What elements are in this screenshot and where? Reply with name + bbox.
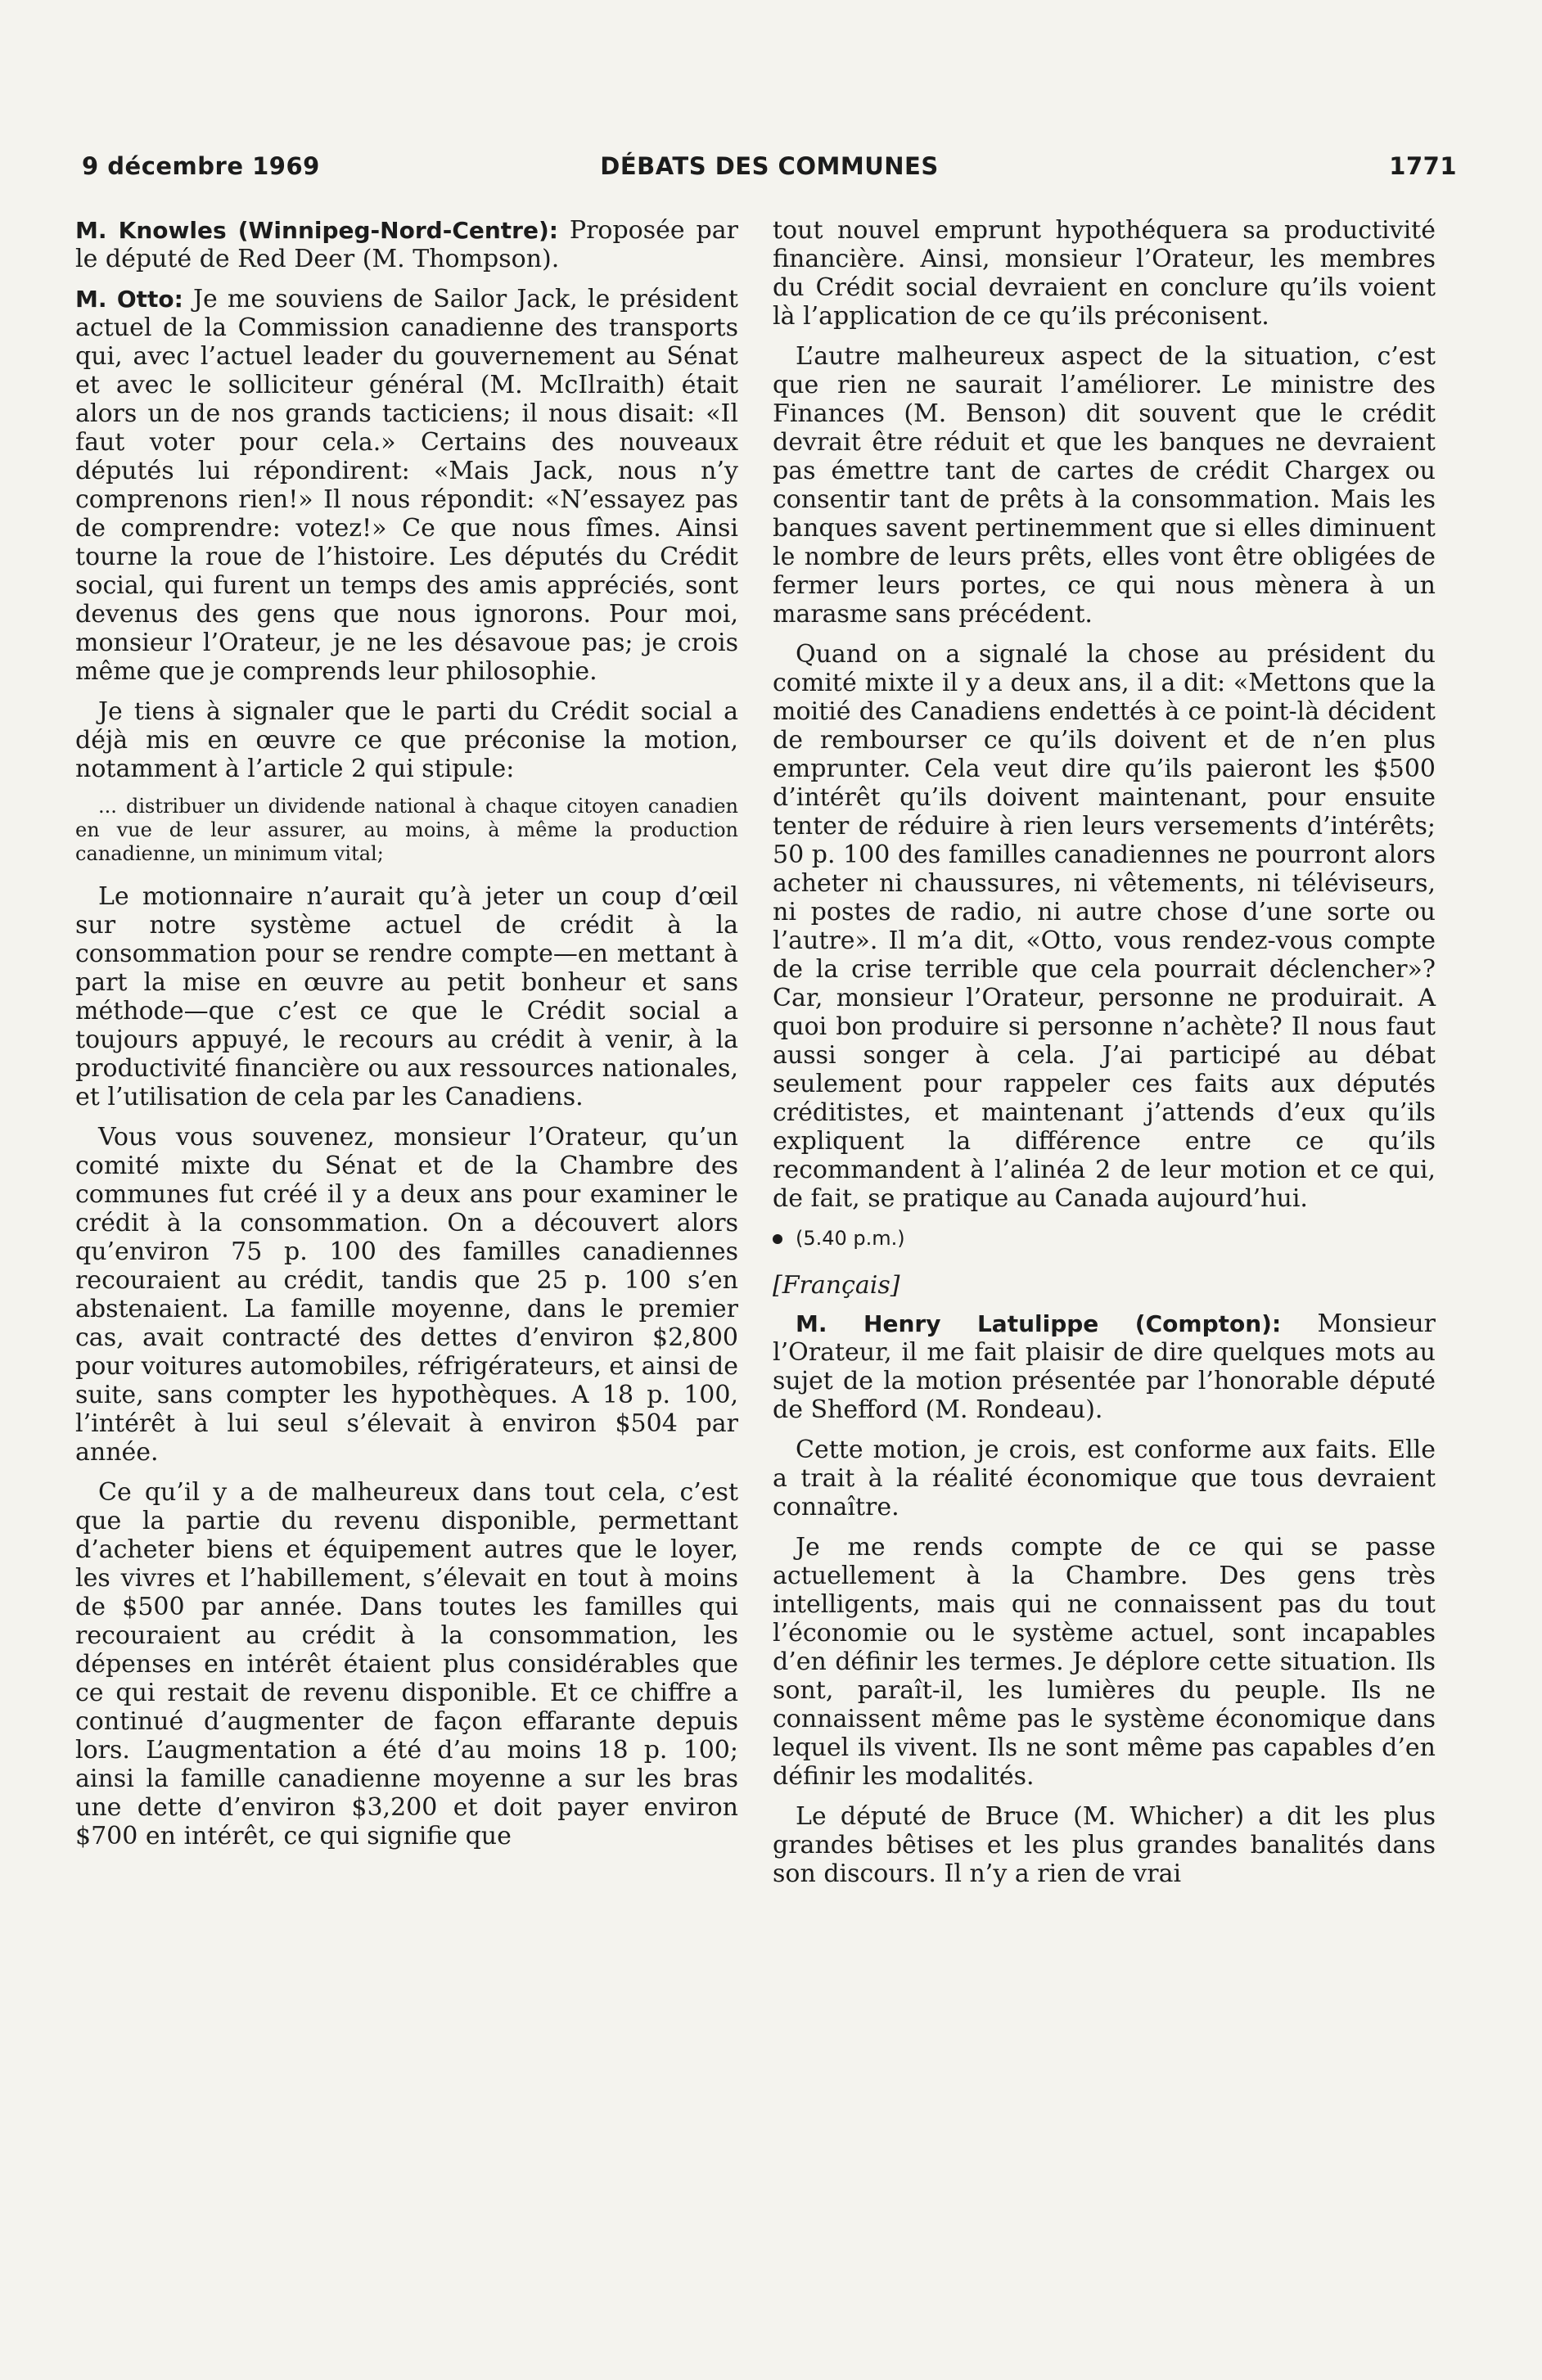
timestamp bbox=[773, 1224, 1436, 1253]
paragraph: Ce qu’il y a de malheureux dans tout cela, c’est que la partie du revenu disponible, permettant d’acheter biens et équipement autres que le loyer, les vivres et l’habillement, s’élevait en tout à moins de $500 par année. Dans toutes les familles qui recouraient au crédit à la consommation, les dépenses en intérêt étaient plus considérables que ce qui restait de revenu disponible. Et ce chiffre a continué d’augmenter de façon effarante depuis lors. L’augmentation a été d’au moins 18 p. 100; ainsi la famille canadienne moyenne a sur les bras une dette d’environ $3,200 et doit payer environ $700 en intérêt, ce qui signifie que bbox=[75, 1478, 738, 1850]
paragraph: Je tiens à signaler que le parti du Crédit social a déjà mis en œuvre ce que préconise la motion, notamment à l’article 2 qui stipule: bbox=[75, 697, 738, 783]
speaker-name: M. Knowles (Winnipeg-Nord-Centre): bbox=[75, 217, 558, 244]
paragraph: tout nouvel emprunt hypothéquera sa productivité financière. Ainsi, monsieur l’Orateur, les membres du Crédit social devraient en conclure qu’ils voient là l’application de ce qu’ils préconisent. bbox=[773, 216, 1436, 331]
paragraph-text: Monsieur l’Orateur, il me fait plaisir de dire quelques mots au sujet de la motion présentée par l’honorable député de Shefford (M. Rondeau). bbox=[773, 1309, 1436, 1424]
speaker-name: M. Otto: bbox=[75, 286, 183, 313]
paragraph: L’autre malheureux aspect de la situation, c’est que rien ne saurait l’améliorer. Le ministre des Finances (M. Benson) dit souvent que le crédit devrait être réduit et que les banques ne devraient pas émettre tant de cartes de crédit Chargex ou consentir tant de prêts à la consommation. Mais les banques savent pertinemment que si elles diminuent le nombre de leurs prêts, elles vont être obligées de fermer leurs portes, ce qui nous mènera à un marasme sans précédent. bbox=[773, 342, 1436, 629]
page-number: 1771 bbox=[1389, 152, 1457, 180]
page-header bbox=[82, 152, 1457, 185]
paragraph bbox=[75, 285, 738, 686]
paragraph bbox=[75, 216, 738, 273]
right-column bbox=[773, 216, 1436, 1900]
header-date: 9 décembre 1969 bbox=[82, 152, 320, 180]
block-quote: ... distribuer un dividende national à chaque citoyen canadien en vue de leur assurer, au moins, à même la production canadienne, un minimum vital; bbox=[75, 795, 738, 865]
language-marker: [Français] bbox=[773, 1271, 900, 1300]
left-column bbox=[75, 216, 738, 1862]
paragraph: Quand on a signalé la chose au président du comité mixte il y a deux ans, il a dit: «Mettons que la moitié des Canadiens endettés à ce point-là décident de rembourser ce qu’ils doivent et de n’en plus emprunter. Cela veut dire qu’ils paieront les $500 d’intérêt qu’ils doivent maintenant, pour ensuite tenter de réduire à rien leurs versements d’intérêts; 50 p. 100 des familles canadiennes ne pourront alors acheter ni chaussures, ni vêtements, ni téléviseurs, ni postes de radio, ni autre chose d’une sorte ou l’autre». Il m’a dit, «Otto, vous rendez-vous compte de la crise terrible que cela pourrait déclencher»? Car, monsieur l’Orateur, personne ne produirait. A quoi bon produire si personne n’achète? Il nous faut aussi songer à cela. J’ai participé au débat seulement pour rappeler ces faits aux députés créditistes, et maintenant j’attends d’eux qu’ils expliquent la différence entre ce qu’ils recommandent à l’alinéa 2 de leur motion et ce qui, de fait, se pratique au Canada aujourd’hui. bbox=[773, 640, 1436, 1213]
paragraph-text: Je me souviens de Sailor Jack, le président actuel de la Commission canadienne des transports qui, avec l’actuel leader du gouvernement au Sénat et avec le solliciteur général (M. McIlraith) était alors un de nos grands tacticiens; il nous disait: «Il faut voter pour cela.» Certains des nouveaux députés lui répondirent: «Mais Jack, nous n’y comprenons rien!» Il nous répondit: «N’essayez pas de comprendre: votez!» Ce que nous fîmes. Ainsi tourne la roue de l’histoire. Les députés du Crédit social, qui furent un temps des amis appréciés, sont devenus des gens que nous ignorons. Pour moi, monsieur l’Orateur, je ne les désavoue pas; je crois même que je comprends leur philosophie. bbox=[75, 285, 738, 686]
paragraph: Je me rends compte de ce qui se passe actuellement à la Chambre. Des gens très intelligents, mais qui ne connaissent pas du tout l’économie ou le système actuel, sont incapables d’en définir les termes. Je déplore cette situation. Ils sont, paraît-il, les lumières du peuple. Ils ne connaissent même pas le système économique dans lequel ils vivent. Ils ne sont même pas capables d’en définir les modalités. bbox=[773, 1533, 1436, 1791]
paragraph: Le député de Bruce (M. Whicher) a dit les plus grandes bêtises et les plus grandes banalités dans son discours. Il n’y a rien de vrai bbox=[773, 1802, 1436, 1888]
header-title: DÉBATS DES COMMUNES bbox=[600, 152, 939, 180]
bullet-icon bbox=[773, 1234, 782, 1244]
paragraph bbox=[773, 1309, 1436, 1424]
paragraph-text: Proposée par le député de Red Deer (M. Thompson). bbox=[75, 216, 738, 273]
timestamp-text: (5.40 p.m.) bbox=[796, 1227, 905, 1250]
paragraph: Vous vous souvenez, monsieur l’Orateur, qu’un comité mixte du Sénat et de la Chambre des communes fut créé il y a deux ans pour examiner le crédit à la consommation. On a découvert alors qu’environ 75 p. 100 des familles canadiennes recouraient au crédit, tandis que 25 p. 100 s’en abstenaient. La famille moyenne, dans le premier cas, avait contracté des dettes d’environ $2,800 pour voitures automobiles, réfrigérateurs, et ainsi de suite, sans compter les hypothèques. A 18 p. 100, l’intérêt à lui seul s’élevait à environ $504 par année. bbox=[75, 1123, 738, 1467]
paragraph: Le motionnaire n’aurait qu’à jeter un coup d’œil sur notre système actuel de crédit à la consommation pour se rendre compte—en mettant à part la mise en œuvre au petit bonheur et sans méthode—que c’est ce que le Crédit social a toujours appuyé, le recours au crédit à venir, à la productivité financière ou aux ressources nationales, et l’utilisation de cela par les Canadiens. bbox=[75, 882, 738, 1111]
speaker-name: M. Henry Latulippe (Compton): bbox=[796, 1310, 1282, 1337]
paragraph: Cette motion, je crois, est conforme aux faits. Elle a trait à la réalité économique que tous devraient connaître. bbox=[773, 1436, 1436, 1521]
